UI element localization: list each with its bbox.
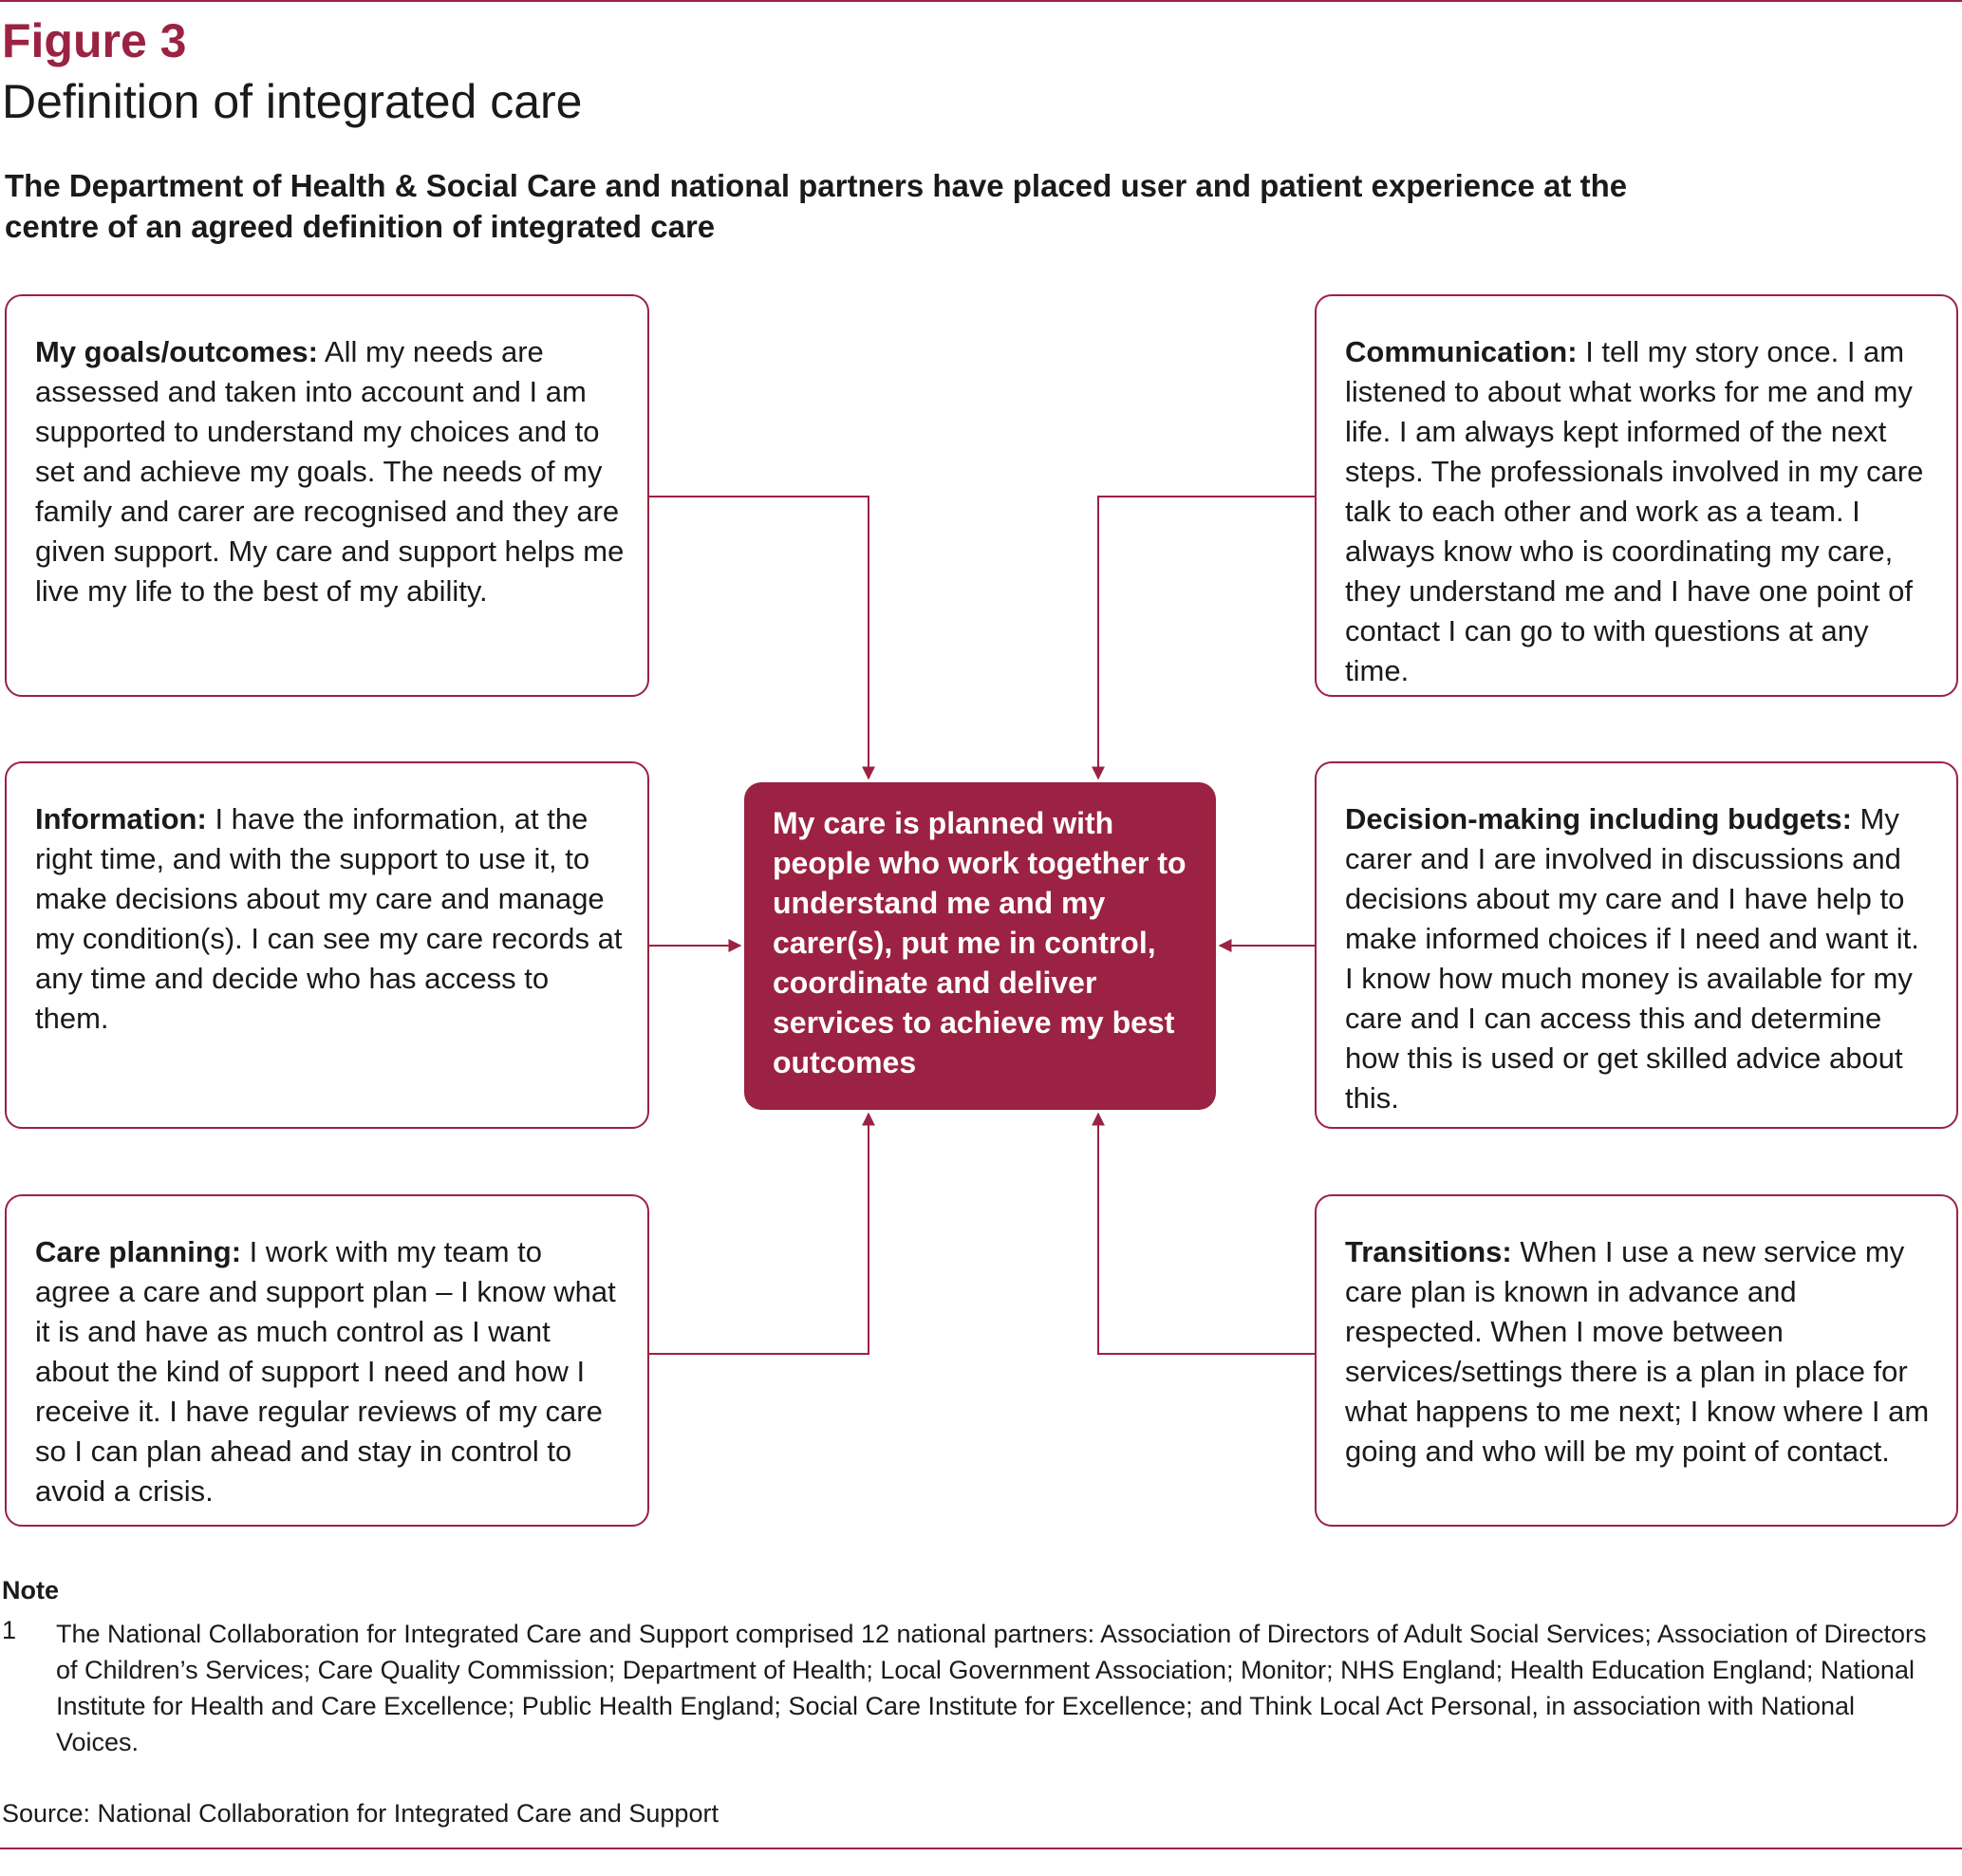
central-statement-text: My care is planned with people who work together to understand me and my carer(s), put me in control, coordinate and deliver services to achieve my best outcomes <box>773 806 1187 1079</box>
arrow-planning-to-center <box>649 1114 869 1354</box>
figure-number: Figure 3 <box>2 14 187 67</box>
decision-making-heading: Decision-making including budgets: <box>1345 802 1852 835</box>
information-text: I have the information, at the right time, and with the support to use it, to make decisions about my care and manage my condition(s). I can see my care records at any time and decide who has access to them. <box>35 802 623 1035</box>
transitions-text: When I use a new service my care plan is known in advance and respected. When I move between services/settings there is a plan in place for what happens to me next; I know where I am going and who will be my point of contact. <box>1345 1235 1930 1468</box>
care-planning-text: I work with my team to agree a care and support plan – I know what it is and have as much control as I want about the kind of support I need and how I receive it. I have regular reviews of my care so I can plan ahead and stay in control to avoid a crisis. <box>35 1235 616 1508</box>
figure-title: Definition of integrated care <box>2 75 583 128</box>
decision-making-text: My carer and I are involved in discussions and decisions about my care and I have help to make informed choices if I need and want it. I know how much money is available for my care and I can access this and determine how this is used or get skilled advice about this. <box>1345 802 1919 1115</box>
arrow-communication-to-center <box>1098 497 1315 779</box>
central-statement-box <box>744 782 1216 1110</box>
goals-outcomes-heading: My goals/outcomes: <box>35 335 318 368</box>
transitions-heading: Transitions: <box>1345 1235 1512 1268</box>
goals-outcomes-box <box>5 294 649 697</box>
note-heading: Note <box>2 1576 59 1604</box>
transitions-box <box>1315 1194 1958 1527</box>
information-box <box>5 761 649 1129</box>
care-planning-box <box>5 1194 649 1527</box>
goals-outcomes-text: All my needs are assessed and taken into account and I am supported to understand my choices and to set and achieve my goals. The needs of my family and carer are recognised and they are given support. My care and support helps me live my life to the best of my ability. <box>35 335 625 608</box>
decision-making-box <box>1315 761 1958 1129</box>
arrow-goals-to-center <box>649 497 869 779</box>
note-text: The National Collaboration for Integrated Care and Support comprised 12 national partners: Association of Directors of Adult Social Services; Association of Directors of Children’s Services; Care Quality Commission; Department of Health; Local Government Association; Monitor; NHS England; Health Education England; National Institute for Health and Care Excellence; Public Health England; Social Care Institute for Excellence; and Think Local Act Personal, in association with National Voices. <box>56 1620 1927 1756</box>
arrow-transitions-to-center <box>1098 1114 1315 1354</box>
information-heading: Information: <box>35 802 207 835</box>
communication-heading: Communication: <box>1345 335 1578 368</box>
source-line: Source: National Collaboration for Integrated Care and Support <box>2 1799 719 1828</box>
communication-text: I tell my story once. I am listened to about what works for me and my life. I am always kept informed of the next steps. The professionals involved in my care talk to each other and work as a team. I always know who is coordinating my care, they understand me and I have one point of contact I can go to with questions at any time. <box>1345 335 1924 687</box>
care-planning-heading: Care planning: <box>35 1235 242 1268</box>
communication-box <box>1315 294 1958 697</box>
figure-intro: The Department of Health & Social Care and national partners have placed user and patient experience at the centre of an agreed definition of integrated care <box>5 168 1628 244</box>
note-number: 1 <box>2 1616 17 1644</box>
bottom-rule <box>0 1848 1962 1849</box>
